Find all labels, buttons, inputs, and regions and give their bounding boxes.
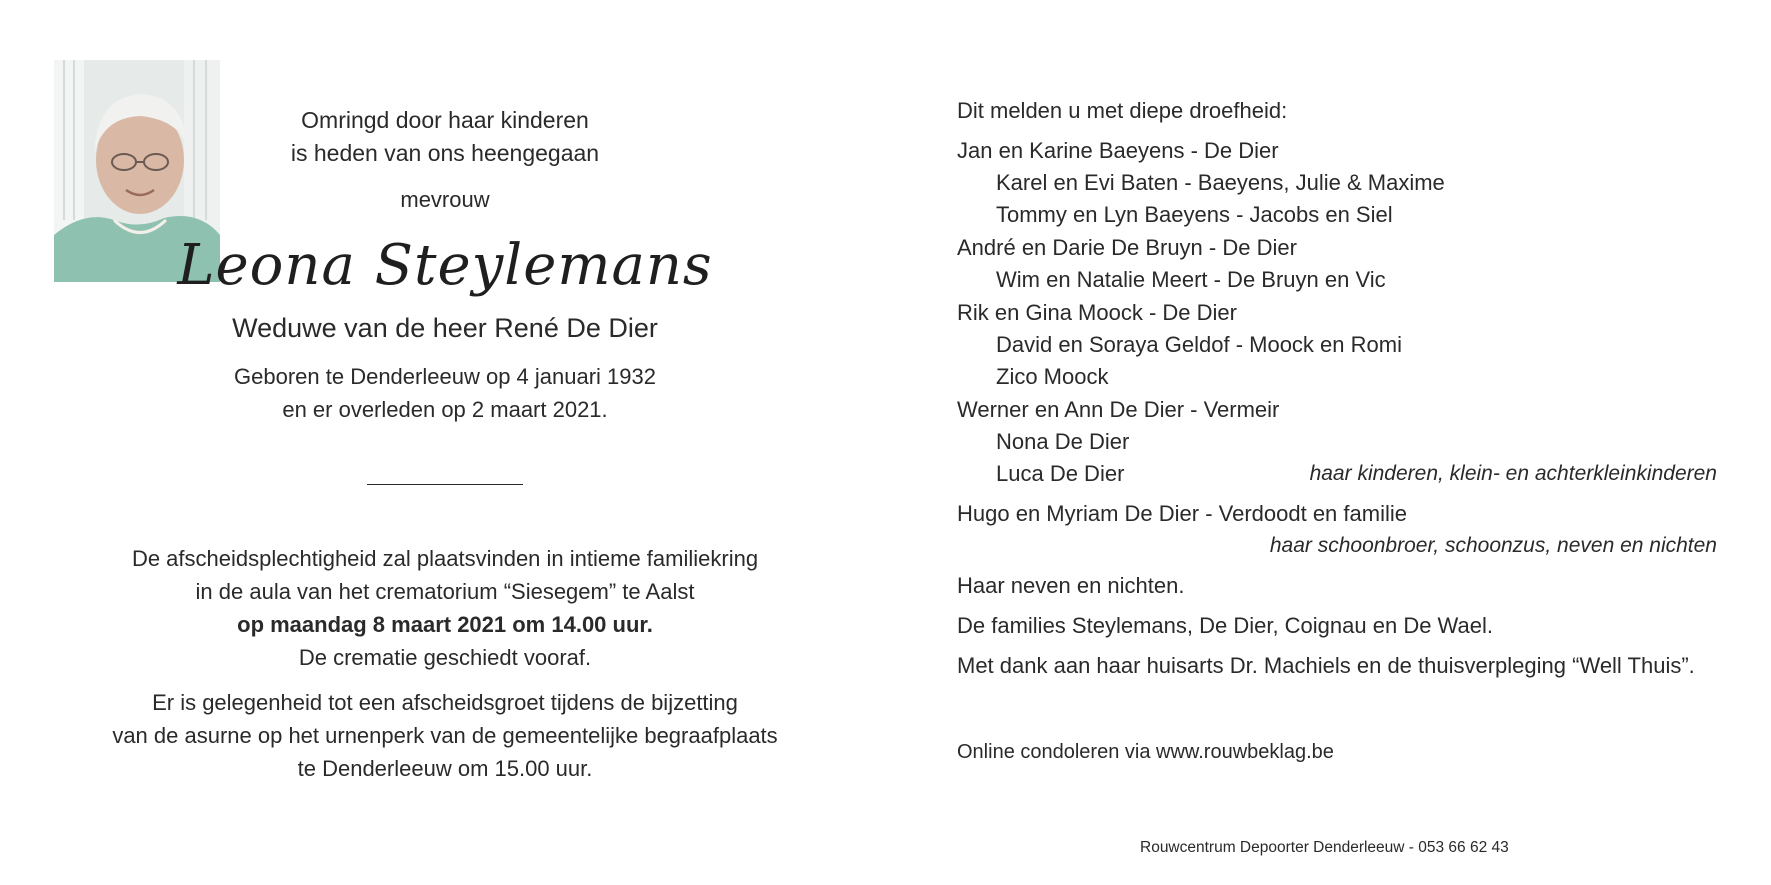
family-line: Zico Moock — [996, 364, 1109, 389]
burial-info — [0, 686, 890, 785]
ceremony-date: op maandag 8 maart 2021 om 14.00 uur. — [237, 612, 653, 637]
ceremony-line-4: De crematie geschiedt vooraf. — [298, 645, 592, 670]
ceremony-line-2: in de aula van het crematorium “Siesegem” te Aalst — [195, 579, 695, 604]
family-line: David en Soraya Geldof - Moock en Romi — [996, 332, 1402, 357]
families-line: De families Steylemans, De Dier, Coignau en De Wael. — [957, 613, 1493, 638]
ceremony-info — [0, 542, 890, 674]
burial-line-3: te Denderleeuw om 15.00 uur. — [297, 756, 593, 781]
ceremony-line-1: De afscheidsplechtigheid zal plaatsvinden in intieme familiekring — [131, 546, 759, 571]
online-condolence: Online condoleren via www.rouwbeklag.be — [957, 741, 1334, 763]
deceased-name: Leona Steylemans — [177, 233, 713, 298]
birth-death-info — [0, 360, 890, 426]
family-line: Nona De Dier — [996, 429, 1130, 454]
divider-line — [367, 484, 523, 485]
intro-line-1: Omringd door haar kinderen — [301, 107, 589, 133]
family-line: Tommy en Lyn Baeyens - Jacobs en Siel — [996, 202, 1393, 227]
intro-line-2: is heden van ons heengegaan — [290, 140, 600, 166]
burial-line-1: Er is gelegenheid tot een afscheidsgroet tijdens de bijzetting — [152, 690, 738, 715]
intro-text — [0, 104, 890, 170]
family-line: Karel en Evi Baten - Baeyens, Julie & Maxime — [996, 170, 1445, 195]
funeral-home-footer: Rouwcentrum Depoorter Denderleeuw - 053 66 62 43 — [1140, 839, 1509, 856]
nephews-line: Haar neven en nichten. — [957, 573, 1185, 598]
inlaws-line: Hugo en Myriam De Dier - Verdoodt en familie — [957, 501, 1407, 526]
family-line: Jan en Karine Baeyens - De Dier — [957, 138, 1279, 163]
family-line: Luca De Dier — [996, 461, 1125, 486]
born-line-2: en er overleden op 2 maart 2021. — [282, 397, 608, 422]
title-mevrouw: mevrouw — [400, 187, 490, 212]
family-line: Wim en Natalie Meert - De Bruyn en Vic — [996, 267, 1386, 292]
burial-line-2: van de asurne op het urnenperk van de gemeentelijke begraafplaats — [112, 723, 778, 748]
family-line: Rik en Gina Moock - De Dier — [957, 300, 1237, 325]
announcement-column — [957, 0, 1717, 885]
family-line: André en Darie De Bruyn - De Dier — [957, 235, 1297, 260]
born-line-1: Geboren te Denderleeuw op 4 januari 1932 — [234, 364, 656, 389]
widow-of: Weduwe van de heer René De Dier — [232, 313, 658, 343]
thanks-line: Met dank aan haar huisarts Dr. Machiels en de thuisverpleging “Well Thuis”. — [957, 653, 1695, 678]
relation-inlaws: haar schoonbroer, schoonzus, neven en nichten — [1269, 534, 1717, 557]
announcement-heading: Dit melden u met diepe droefheid: — [957, 98, 1288, 123]
family-line: Werner en Ann De Dier - Vermeir — [957, 397, 1280, 422]
relation-children: haar kinderen, klein- en achterkleinkinderen — [1309, 462, 1717, 485]
